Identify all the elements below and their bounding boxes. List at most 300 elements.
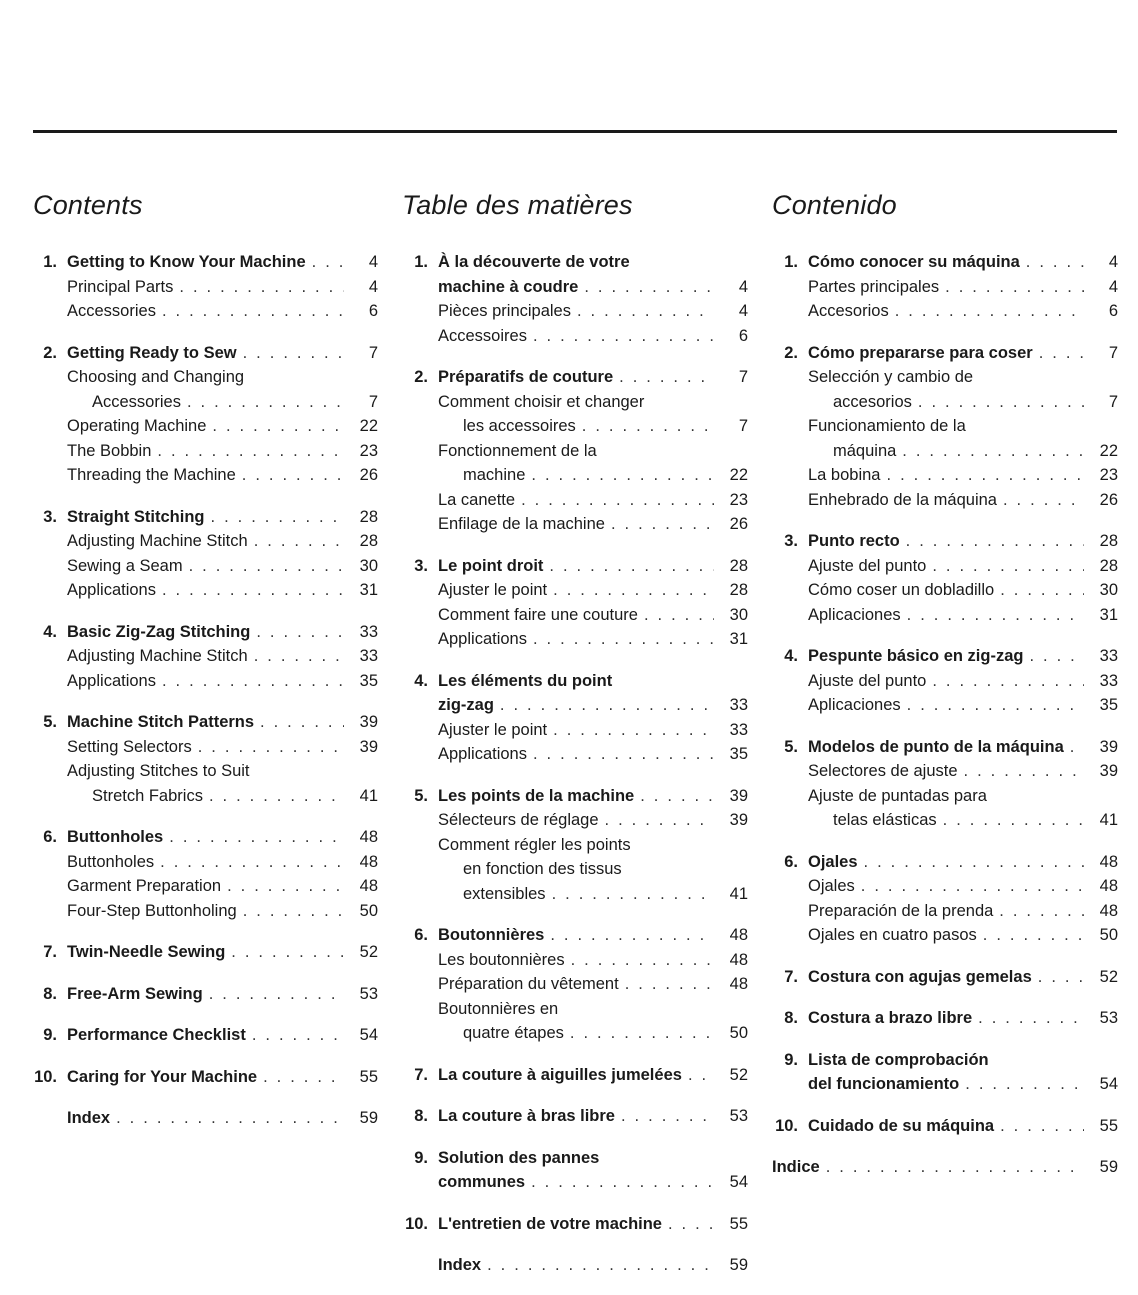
entry-title: extensibles bbox=[463, 884, 546, 903]
page-number: 48 bbox=[1099, 852, 1118, 871]
toc-subentry bbox=[772, 275, 1118, 300]
entry-title: Index bbox=[67, 1109, 111, 1127]
toc-subentry bbox=[402, 627, 748, 652]
toc-subentry bbox=[33, 784, 378, 809]
entry-title: Pièces principales bbox=[438, 302, 571, 320]
entry-title: Sewing a Seam bbox=[67, 556, 183, 575]
section-number: 9. bbox=[414, 1148, 428, 1167]
toc-subentry bbox=[33, 463, 378, 488]
entry-title: Costura con agujas gemelas bbox=[808, 967, 1032, 986]
leader-dots bbox=[932, 669, 1084, 694]
section-heading bbox=[402, 784, 748, 809]
leader-dots bbox=[487, 1253, 714, 1278]
toc-section bbox=[772, 529, 1118, 627]
toc-section bbox=[772, 1155, 1118, 1180]
section-number: 9. bbox=[784, 1050, 798, 1069]
leader-dots bbox=[169, 825, 344, 850]
leader-dots bbox=[1026, 250, 1084, 275]
section-number: 5. bbox=[784, 737, 798, 756]
page-number: 35 bbox=[1099, 696, 1118, 714]
section-heading bbox=[772, 735, 1118, 760]
page-number: 31 bbox=[729, 630, 748, 648]
section-number: 10. bbox=[775, 1116, 798, 1135]
toc-subentry bbox=[33, 439, 378, 464]
section-number: 3. bbox=[43, 507, 57, 526]
toc-subentry bbox=[33, 850, 378, 875]
entry-title: Accessories bbox=[92, 392, 181, 411]
page-number: 7 bbox=[368, 392, 378, 411]
page-number: 31 bbox=[359, 581, 378, 599]
entry-title: Applications bbox=[67, 671, 156, 690]
toc-subentry bbox=[772, 603, 1118, 628]
toc-subentry bbox=[402, 439, 748, 464]
section-heading bbox=[33, 1106, 378, 1131]
toc-subentry bbox=[33, 759, 378, 784]
entry-title: Preparación de la prenda bbox=[808, 901, 994, 920]
toc-subentry bbox=[772, 365, 1118, 390]
leader-dots bbox=[1003, 488, 1084, 513]
entry-title: Principal Parts bbox=[67, 277, 174, 296]
page-number: 7 bbox=[368, 343, 378, 362]
page-number: 48 bbox=[1099, 877, 1118, 895]
page-number: 39 bbox=[729, 786, 748, 805]
leader-dots bbox=[640, 784, 714, 809]
toc-section bbox=[33, 620, 378, 694]
entry-title: Enhebrado de la máquina bbox=[808, 490, 997, 509]
leader-dots bbox=[887, 463, 1085, 488]
section-number: 5. bbox=[414, 786, 428, 805]
leader-dots bbox=[1038, 965, 1084, 990]
toc-section bbox=[772, 1006, 1118, 1031]
section-heading bbox=[772, 644, 1118, 669]
leader-dots bbox=[1000, 578, 1084, 603]
leader-dots bbox=[263, 1065, 344, 1090]
entry-title: machine à coudre bbox=[438, 277, 579, 296]
entry-title: Choosing and Changing bbox=[67, 368, 245, 386]
leader-dots bbox=[625, 972, 714, 997]
leader-dots bbox=[227, 874, 344, 899]
leader-dots bbox=[254, 644, 344, 669]
entry-title: Sélecteurs de réglage bbox=[438, 811, 599, 829]
toc-subentry bbox=[772, 554, 1118, 579]
entry-title: Basic Zig-Zag Stitching bbox=[67, 622, 251, 641]
page-number: 7 bbox=[738, 417, 748, 435]
leader-dots bbox=[531, 1170, 714, 1195]
section-number: 9. bbox=[43, 1026, 57, 1044]
leader-dots bbox=[644, 603, 714, 628]
leader-dots bbox=[212, 414, 344, 439]
entry-title: Funcionamiento de la bbox=[808, 417, 966, 435]
leader-dots bbox=[577, 299, 714, 324]
entry-title: Fonctionnement de la bbox=[438, 441, 597, 460]
entry-title: Aplicaciones bbox=[808, 605, 901, 624]
toc-subentry bbox=[33, 554, 378, 579]
page-number: 7 bbox=[1108, 392, 1118, 411]
toc-section bbox=[33, 982, 378, 1007]
page-number: 48 bbox=[359, 828, 378, 846]
page-number: 4 bbox=[1108, 277, 1118, 296]
leader-dots bbox=[533, 742, 714, 767]
toc-section bbox=[33, 1065, 378, 1090]
entry-title: L'entretien de votre machine bbox=[438, 1214, 662, 1233]
toc-section bbox=[402, 1104, 748, 1129]
page-number: 59 bbox=[359, 1109, 378, 1127]
toc-subentry bbox=[772, 669, 1118, 694]
entry-title: Applications bbox=[438, 745, 527, 763]
leader-dots bbox=[187, 390, 344, 415]
leader-dots bbox=[254, 529, 344, 554]
entry-title: Boutonnières en bbox=[438, 999, 559, 1018]
leader-dots bbox=[999, 899, 1084, 924]
page-number: 26 bbox=[1099, 490, 1118, 509]
section-heading bbox=[402, 365, 748, 390]
toc-french bbox=[402, 250, 748, 1278]
section-heading bbox=[402, 1104, 748, 1129]
toc-english bbox=[33, 250, 378, 1131]
section-number: 4. bbox=[784, 647, 798, 665]
toc-subentry bbox=[772, 808, 1118, 833]
toc-section bbox=[402, 923, 748, 1046]
entry-title: Aplicaciones bbox=[808, 696, 901, 714]
section-number: 6. bbox=[43, 828, 57, 846]
leader-dots bbox=[861, 874, 1084, 899]
section-heading bbox=[33, 250, 378, 275]
section-number: 1. bbox=[43, 253, 57, 271]
section-heading bbox=[33, 505, 378, 530]
section-number: 2. bbox=[414, 368, 428, 386]
leader-dots bbox=[906, 529, 1084, 554]
entry-title: Selección y cambio de bbox=[808, 368, 974, 386]
leader-dots bbox=[1070, 735, 1084, 760]
toc-subentry bbox=[402, 512, 748, 537]
leader-dots bbox=[500, 693, 714, 718]
toc-subentry bbox=[772, 390, 1118, 415]
toc-section bbox=[33, 1106, 378, 1131]
page-number: 55 bbox=[729, 1214, 748, 1233]
toc-subentry bbox=[402, 972, 748, 997]
leader-dots bbox=[668, 1212, 714, 1237]
page-number: 48 bbox=[359, 852, 378, 871]
section-number: 1. bbox=[784, 253, 798, 271]
toc-subentry bbox=[402, 299, 748, 324]
page-number: 28 bbox=[1099, 532, 1118, 550]
toc-subentry bbox=[772, 488, 1118, 513]
section-heading bbox=[772, 341, 1118, 366]
leader-dots bbox=[260, 710, 344, 735]
section-number: 7. bbox=[414, 1065, 428, 1084]
toc-subentry bbox=[402, 390, 748, 415]
page-number: 33 bbox=[1099, 671, 1118, 690]
entry-title: Ajuste del punto bbox=[808, 556, 927, 575]
toc-subentry bbox=[402, 414, 748, 439]
toc-subentry bbox=[772, 784, 1118, 809]
leader-dots bbox=[932, 554, 1084, 579]
section-number: 1. bbox=[414, 253, 428, 271]
page-number: 39 bbox=[1099, 762, 1118, 780]
entry-title: Performance Checklist bbox=[67, 1026, 246, 1044]
entry-title: telas elásticas bbox=[833, 811, 937, 829]
column-french bbox=[402, 188, 748, 1295]
toc-subentry bbox=[33, 669, 378, 694]
entry-title: Getting Ready to Sew bbox=[67, 343, 237, 362]
leader-dots bbox=[243, 899, 344, 924]
leader-dots bbox=[252, 1023, 344, 1048]
entry-title: Ojales bbox=[808, 852, 858, 871]
toc-subentry bbox=[402, 603, 748, 628]
leader-dots bbox=[983, 923, 1084, 948]
leader-dots bbox=[582, 414, 714, 439]
entry-title: Applications bbox=[438, 630, 527, 648]
section-heading bbox=[33, 341, 378, 366]
toc-subentry bbox=[402, 1021, 748, 1046]
section-heading bbox=[772, 529, 1118, 554]
entry-title: La couture à aiguilles jumelées bbox=[438, 1065, 682, 1084]
leader-dots bbox=[162, 299, 344, 324]
page-number: 6 bbox=[368, 302, 378, 320]
section-heading bbox=[772, 1048, 1118, 1073]
leader-dots bbox=[550, 923, 714, 948]
entry-title: machine bbox=[463, 466, 526, 484]
toc-section bbox=[402, 1063, 748, 1088]
page-number: 22 bbox=[359, 417, 378, 435]
leader-dots bbox=[1000, 1114, 1084, 1139]
page-number: 50 bbox=[359, 901, 378, 920]
page-number: 23 bbox=[1099, 466, 1118, 484]
leader-dots bbox=[826, 1155, 1084, 1180]
entry-title: Indice bbox=[772, 1158, 820, 1176]
entry-title: Costura a brazo libre bbox=[808, 1009, 973, 1027]
leader-dots bbox=[179, 275, 344, 300]
entry-title: Cuidado de su máquina bbox=[808, 1116, 995, 1135]
leader-dots bbox=[211, 505, 345, 530]
entry-title: Partes principales bbox=[808, 277, 940, 296]
section-number: 10. bbox=[405, 1214, 428, 1233]
toc-subentry bbox=[33, 578, 378, 603]
entry-title: Index bbox=[438, 1256, 482, 1274]
toc-section bbox=[772, 644, 1118, 718]
toc-subentry bbox=[402, 463, 748, 488]
section-heading bbox=[772, 965, 1118, 990]
section-heading bbox=[33, 940, 378, 965]
toc-section bbox=[772, 341, 1118, 513]
entry-title: Ojales bbox=[808, 877, 855, 895]
page-number: 30 bbox=[729, 605, 748, 624]
page-number: 7 bbox=[1108, 343, 1118, 362]
page-number: 52 bbox=[1099, 967, 1118, 986]
toc-subentry bbox=[33, 365, 378, 390]
toc-subentry bbox=[33, 644, 378, 669]
toc-subentry bbox=[772, 414, 1118, 439]
section-number: 3. bbox=[784, 532, 798, 550]
entry-title: Accesorios bbox=[808, 302, 889, 320]
section-heading bbox=[772, 250, 1118, 275]
page-number: 33 bbox=[729, 696, 748, 714]
toc-section bbox=[402, 1253, 748, 1278]
toc-subentry bbox=[402, 742, 748, 767]
leader-dots bbox=[116, 1106, 344, 1131]
page-number: 50 bbox=[729, 1024, 748, 1042]
section-heading bbox=[402, 923, 748, 948]
entry-title: The Bobbin bbox=[67, 441, 152, 460]
toc-section bbox=[772, 1048, 1118, 1097]
section-number: 4. bbox=[414, 671, 428, 690]
entry-title: Operating Machine bbox=[67, 417, 207, 435]
entry-title: La canette bbox=[438, 490, 516, 509]
section-number: 6. bbox=[784, 852, 798, 871]
page-number: 22 bbox=[1099, 441, 1118, 460]
leader-dots bbox=[242, 463, 344, 488]
entry-title: les accessoires bbox=[463, 417, 576, 435]
section-heading bbox=[402, 669, 748, 694]
entry-title: Machine Stitch Patterns bbox=[67, 713, 255, 731]
leader-dots bbox=[157, 439, 344, 464]
section-number: 6. bbox=[414, 926, 428, 944]
page-number: 54 bbox=[359, 1026, 378, 1044]
entry-title: Préparatifs de couture bbox=[438, 368, 614, 386]
page-number: 53 bbox=[359, 984, 378, 1003]
leader-dots bbox=[533, 627, 714, 652]
page-number: 4 bbox=[738, 302, 748, 320]
leader-dots bbox=[189, 554, 344, 579]
page-number: 6 bbox=[1108, 302, 1118, 320]
toc-subentry bbox=[772, 463, 1118, 488]
entry-title: Modelos de punto de la máquina bbox=[808, 737, 1064, 756]
entry-title: Les boutonnières bbox=[438, 950, 565, 969]
leader-dots bbox=[584, 275, 714, 300]
leader-dots bbox=[231, 940, 344, 965]
toc-section bbox=[33, 505, 378, 603]
entry-title: La couture à bras libre bbox=[438, 1107, 615, 1125]
page-number: 28 bbox=[729, 556, 748, 575]
toc-subentry bbox=[772, 899, 1118, 924]
page-number: 54 bbox=[729, 1173, 748, 1191]
entry-title: Cómo prepararse para coser bbox=[808, 343, 1033, 362]
section-number: 8. bbox=[784, 1009, 798, 1027]
toc-subentry bbox=[402, 882, 748, 907]
page-number: 39 bbox=[359, 713, 378, 731]
leader-dots bbox=[162, 578, 344, 603]
toc-subentry bbox=[402, 948, 748, 973]
toc-section bbox=[33, 1023, 378, 1048]
page-number: 33 bbox=[729, 720, 748, 739]
leader-dots bbox=[521, 488, 714, 513]
section-number: 8. bbox=[43, 984, 57, 1003]
entry-title: Comment faire une couture bbox=[438, 605, 638, 624]
page-number: 23 bbox=[359, 441, 378, 460]
entry-title: Punto recto bbox=[808, 532, 900, 550]
entry-title: communes bbox=[438, 1173, 526, 1191]
page-number: 48 bbox=[729, 950, 748, 969]
entry-title: Pespunte básico en zig-zag bbox=[808, 647, 1024, 665]
toc-section bbox=[772, 965, 1118, 990]
section-heading bbox=[33, 825, 378, 850]
leader-dots bbox=[907, 603, 1084, 628]
leader-dots bbox=[611, 512, 714, 537]
entry-title: Threading the Machine bbox=[67, 466, 236, 484]
section-heading bbox=[402, 250, 748, 275]
toc-subentry bbox=[772, 874, 1118, 899]
page-number: 41 bbox=[1099, 811, 1118, 829]
toc-section bbox=[33, 940, 378, 965]
heading-contents: Contents bbox=[33, 190, 143, 220]
page-number: 48 bbox=[729, 975, 748, 993]
section-number: 4. bbox=[43, 622, 57, 641]
toc-subentry bbox=[772, 693, 1118, 718]
entry-title: Setting Selectors bbox=[67, 737, 192, 756]
leader-dots bbox=[531, 463, 714, 488]
leader-dots bbox=[619, 365, 714, 390]
page-number: 39 bbox=[359, 737, 378, 756]
leader-dots bbox=[209, 784, 344, 809]
entry-title: Accessoires bbox=[438, 326, 527, 345]
leader-dots bbox=[978, 1006, 1084, 1031]
leader-dots bbox=[533, 324, 714, 349]
page-number: 59 bbox=[1099, 1158, 1118, 1176]
leader-dots bbox=[864, 850, 1084, 875]
toc-section bbox=[402, 669, 748, 767]
section-heading bbox=[402, 275, 748, 300]
toc-subentry bbox=[402, 488, 748, 513]
entry-title: máquina bbox=[833, 441, 897, 460]
entry-title: La bobina bbox=[808, 466, 881, 484]
page-number: 35 bbox=[729, 745, 748, 763]
entry-title: Les éléments du point bbox=[438, 671, 613, 690]
toc-section bbox=[402, 554, 748, 652]
leader-dots bbox=[553, 578, 714, 603]
page-number: 31 bbox=[1099, 605, 1118, 624]
leader-dots bbox=[1039, 341, 1084, 366]
leader-dots bbox=[160, 850, 344, 875]
toc-subentry bbox=[772, 299, 1118, 324]
leader-dots bbox=[621, 1104, 714, 1129]
page-number: 39 bbox=[1099, 737, 1118, 756]
toc-section bbox=[402, 1212, 748, 1237]
leader-dots bbox=[605, 808, 714, 833]
toc-subentry bbox=[402, 997, 748, 1022]
page-number: 6 bbox=[738, 326, 748, 345]
section-heading bbox=[402, 1253, 748, 1278]
leader-dots bbox=[965, 1072, 1084, 1097]
toc-section bbox=[772, 1114, 1118, 1139]
section-heading bbox=[772, 850, 1118, 875]
leader-dots bbox=[198, 735, 344, 760]
entry-title: Solution des pannes bbox=[438, 1148, 600, 1167]
entry-title: Ajuster le point bbox=[438, 581, 548, 599]
entry-title: Lista de comprobación bbox=[808, 1050, 989, 1069]
section-heading bbox=[772, 1155, 1118, 1180]
page-number: 26 bbox=[359, 466, 378, 484]
entry-title: Préparation du vêtement bbox=[438, 975, 619, 993]
toc-section bbox=[772, 850, 1118, 948]
section-heading bbox=[402, 1146, 748, 1171]
page-number: 50 bbox=[1099, 926, 1118, 944]
toc-subentry bbox=[33, 299, 378, 324]
section-heading bbox=[772, 1072, 1118, 1097]
toc-subentry bbox=[402, 833, 748, 858]
page-number: 26 bbox=[729, 515, 748, 533]
entry-title: Cómo conocer su máquina bbox=[808, 253, 1020, 271]
leader-dots bbox=[902, 439, 1084, 464]
entry-title: Four-Step Buttonholing bbox=[67, 901, 237, 920]
entry-title: À la découverte de votre bbox=[438, 253, 630, 271]
section-heading bbox=[402, 1212, 748, 1237]
leader-dots bbox=[570, 1021, 714, 1046]
leader-dots bbox=[312, 250, 344, 275]
section-number: 3. bbox=[414, 556, 428, 575]
page-number: 30 bbox=[1099, 581, 1118, 599]
entry-title: Buttonholes bbox=[67, 828, 164, 846]
toc-section bbox=[402, 1146, 748, 1195]
